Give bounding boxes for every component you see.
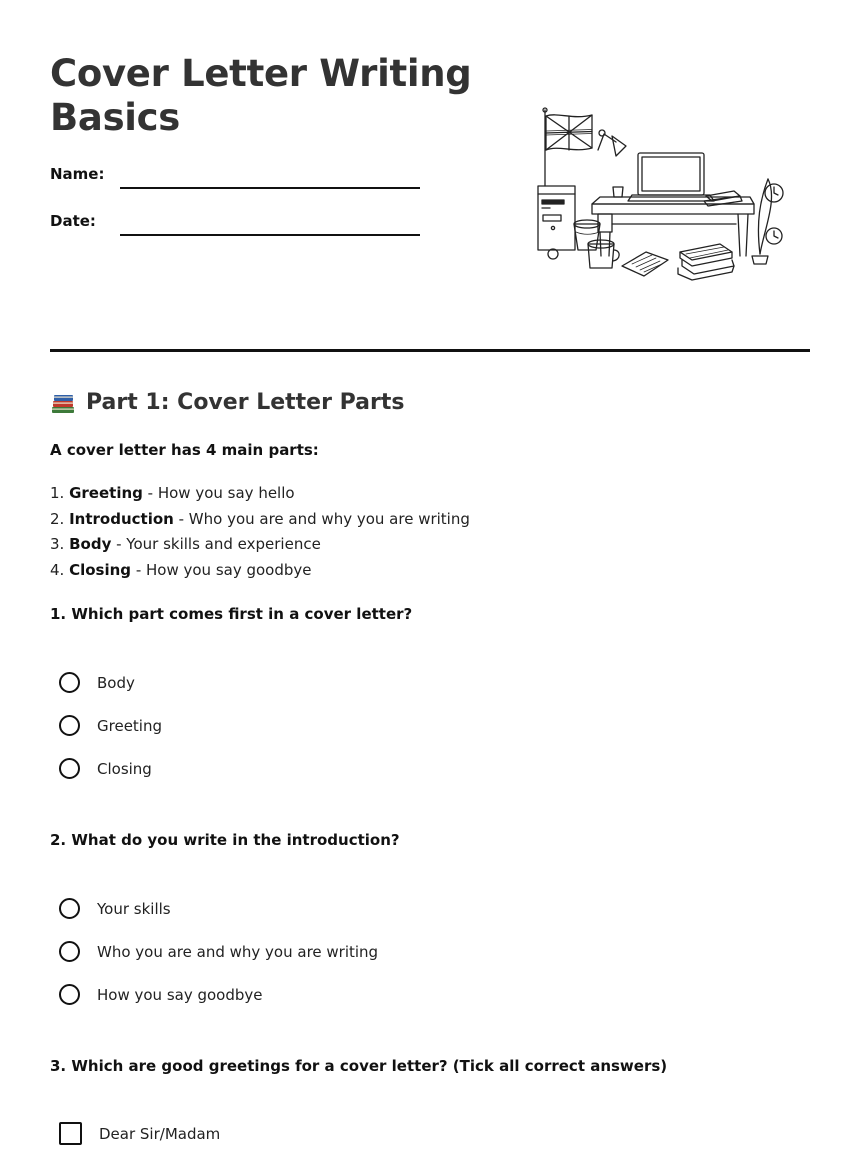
worksheet-title: Cover Letter Writing Basics: [50, 52, 472, 139]
option-label: Greeting: [97, 716, 162, 735]
books-icon: [50, 390, 76, 416]
radio-button[interactable]: [59, 758, 80, 779]
q3-option-dear-sir-madam[interactable]: [59, 1122, 220, 1145]
date-label: Date:: [50, 212, 96, 230]
option-label: Who you are and why you are writing: [97, 942, 379, 961]
q1-option-closing[interactable]: [59, 758, 152, 779]
list-item: 4. Closing - How you say goodbye: [50, 560, 312, 579]
list-item: 2. Introduction - Who you are and why you are writing: [50, 509, 470, 528]
name-label: Name:: [50, 165, 105, 183]
radio-button[interactable]: [59, 898, 80, 919]
part1-heading: [50, 388, 404, 418]
radio-button[interactable]: [59, 715, 80, 736]
radio-button[interactable]: [59, 984, 80, 1005]
parts-list: [50, 481, 470, 583]
option-label: Closing: [97, 759, 152, 778]
q1-option-body[interactable]: [59, 672, 135, 693]
option-label: Dear Sir/Madam: [99, 1124, 221, 1143]
name-field-line[interactable]: [120, 187, 420, 189]
part1-intro: A cover letter has 4 main parts:: [50, 441, 319, 459]
radio-button[interactable]: [59, 672, 80, 693]
q2-option-goodbye[interactable]: [59, 984, 263, 1005]
question-3: 3. Which are good greetings for a cover letter? (Tick all correct answers): [50, 1057, 668, 1075]
radio-button[interactable]: [59, 941, 80, 962]
option-label: Body: [97, 673, 135, 692]
question-1: 1. Which part comes first in a cover letter?: [50, 605, 413, 623]
office-desk-illustration-icon: [528, 104, 790, 282]
date-field-line[interactable]: [120, 234, 420, 236]
list-item: 1. Greeting - How you say hello: [50, 484, 295, 502]
option-label: How you say goodbye: [97, 985, 263, 1004]
part1-heading-text: Part 1: Cover Letter Parts: [86, 390, 405, 415]
section-divider: [50, 349, 810, 352]
q1-option-greeting[interactable]: [59, 715, 162, 736]
q2-option-who-you-are[interactable]: [59, 941, 378, 962]
option-label: Your skills: [97, 899, 171, 918]
checkbox[interactable]: [59, 1122, 82, 1145]
list-item: 3. Body - Your skills and experience: [50, 535, 321, 553]
q2-option-skills[interactable]: [59, 898, 171, 919]
question-2: 2. What do you write in the introduction?: [50, 831, 400, 849]
